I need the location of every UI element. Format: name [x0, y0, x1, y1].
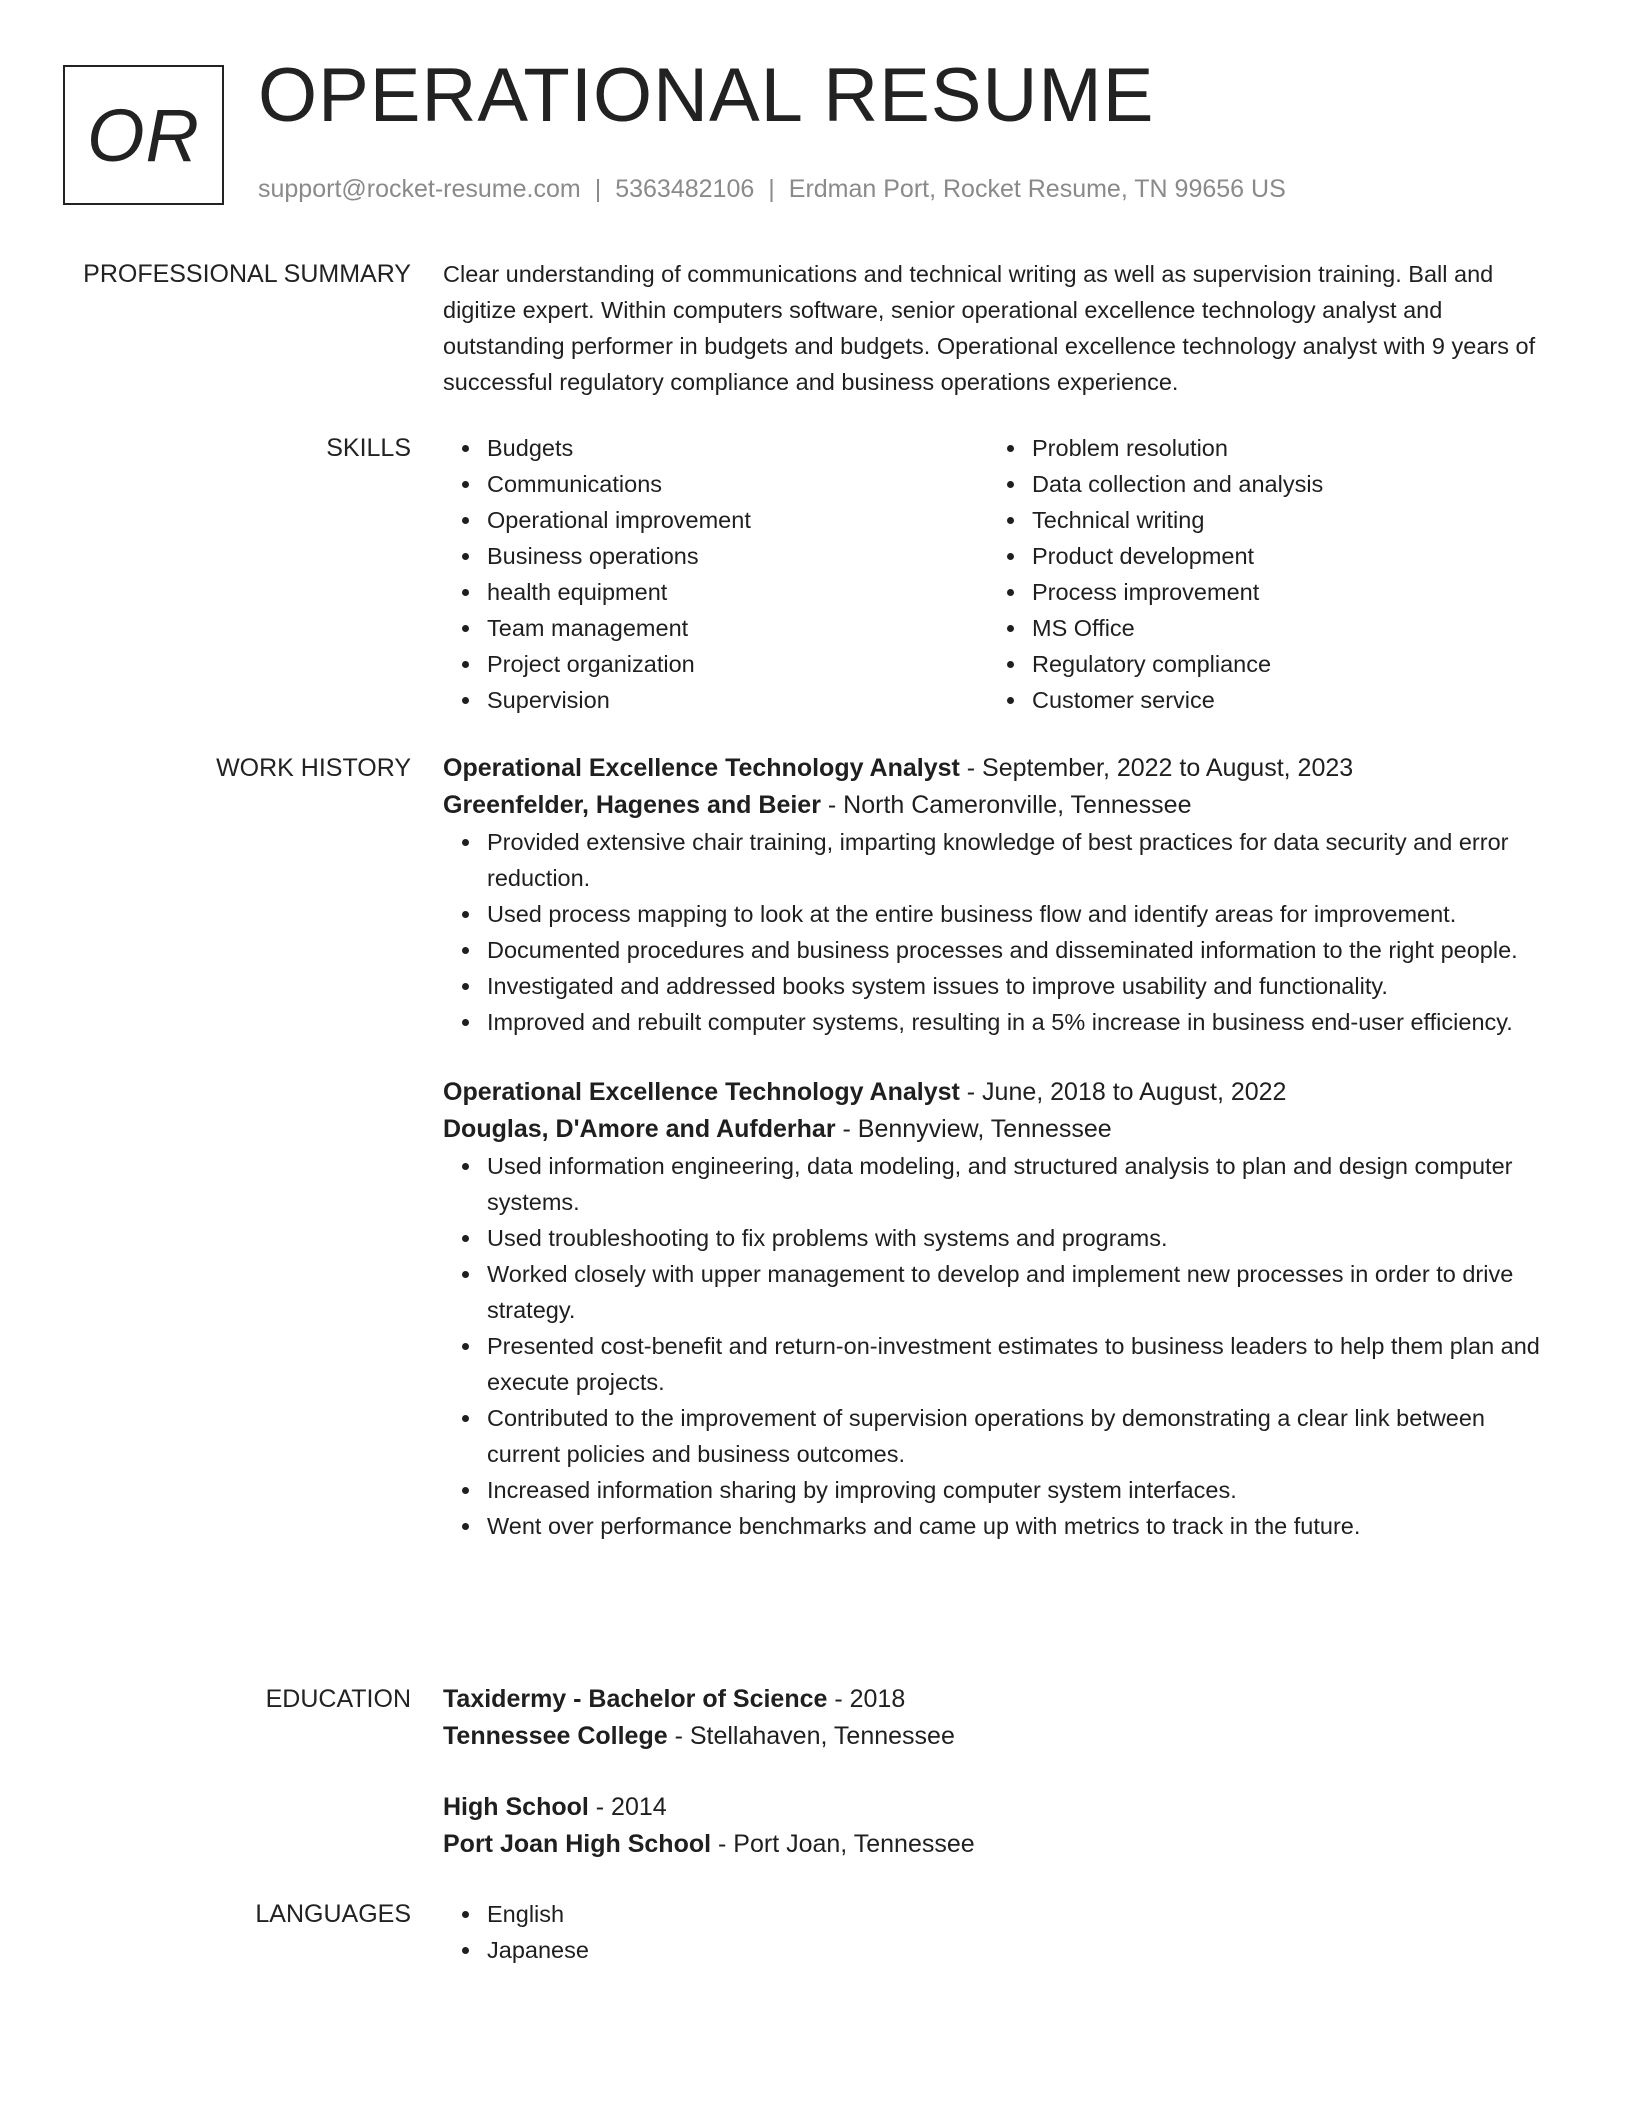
job-location: - North Cameronville, Tennessee [820, 791, 1192, 819]
section-title-skills: SKILLS [326, 434, 411, 462]
education-degree-line [443, 1681, 1555, 1718]
education-location: - Stellahaven, Tennessee [667, 1722, 955, 1750]
job-bullet: Used troubleshooting to fix problems with systems and programs. [487, 1220, 1555, 1256]
job-role: Operational Excellence Technology Analyst [443, 754, 960, 782]
job-bullet: Increased information sharing by improving computer system interfaces. [487, 1472, 1555, 1508]
education-degree: Taxidermy - Bachelor of Science [443, 1685, 828, 1713]
education-entry [443, 1789, 1555, 1863]
section-title-education: EDUCATION [265, 1685, 411, 1713]
skill-item: Team management [487, 610, 988, 646]
job-company: Douglas, D'Amore and Aufderhar [443, 1115, 836, 1143]
job-dates: - June, 2018 to August, 2022 [959, 1078, 1287, 1106]
skill-item: Data collection and analysis [1032, 466, 1533, 502]
skill-item: Budgets [487, 430, 988, 466]
education-school-line [443, 1826, 1555, 1863]
skill-item: Product development [1032, 538, 1533, 574]
contact-address: Erdman Port, Rocket Resume, TN 99656 US [788, 175, 1286, 203]
education-school-line [443, 1718, 1555, 1755]
languages-body [443, 1896, 1555, 1968]
education-location: - Port Joan, Tennessee [711, 1830, 975, 1858]
job-bullet: Provided extensive chair training, imparting knowledge of best practices for data security and error reduction. [487, 824, 1555, 896]
job-bullet: Used information engineering, data modeling, and structured analysis to plan and design computer systems. [487, 1148, 1555, 1220]
skill-item: Process improvement [1032, 574, 1533, 610]
skill-item: Technical writing [1032, 502, 1533, 538]
monogram-box [63, 65, 224, 205]
contact-separator: | [768, 175, 775, 203]
language-item: Japanese [487, 1932, 1555, 1968]
job-bullet: Used process mapping to look at the entire business flow and identify areas for improvement. [487, 896, 1555, 932]
job-bullet: Improved and rebuilt computer systems, resulting in a 5% increase in business end-user efficiency. [487, 1004, 1555, 1040]
skill-item: Problem resolution [1032, 430, 1533, 466]
education-degree-line [443, 1789, 1555, 1826]
job-bullet: Went over performance benchmarks and came up with metrics to track in the future. [487, 1508, 1555, 1544]
education-school: Port Joan High School [443, 1830, 712, 1858]
job-role: Operational Excellence Technology Analyst [443, 1078, 960, 1106]
job-title-line [443, 1074, 1555, 1111]
job-bullet: Contributed to the improvement of supervision operations by demonstrating a clear link between current policies and business outcomes. [487, 1400, 1555, 1472]
skill-item: Communications [487, 466, 988, 502]
education-school: Tennessee College [443, 1722, 668, 1750]
skills-list-left [443, 430, 988, 718]
job-entry [443, 1074, 1555, 1544]
skill-item: Supervision [487, 682, 988, 718]
contact-separator: | [594, 175, 602, 203]
job-company-line [443, 787, 1555, 824]
job-title-line [443, 750, 1555, 787]
monogram-initials: OR [87, 93, 200, 177]
education-entry [443, 1681, 1555, 1755]
job-location: - Bennyview, Tennessee [835, 1115, 1112, 1143]
section-title-languages: LANGUAGES [255, 1900, 411, 1928]
skill-item: health equipment [487, 574, 988, 610]
skills-body [443, 430, 1555, 718]
language-item: English [487, 1896, 1555, 1932]
languages-list [443, 1896, 1555, 1968]
job-bullet-list [443, 1148, 1555, 1544]
skills-grid [443, 430, 1555, 718]
education-year: - 2018 [827, 1685, 906, 1713]
skill-item: MS Office [1032, 610, 1533, 646]
section-title-summary: PROFESSIONAL SUMMARY [83, 260, 411, 288]
resume-title: OPERATIONAL RESUME [258, 53, 1155, 138]
contact-email: support@rocket-resume.com [258, 175, 581, 203]
contact-phone: 5363482106 [615, 175, 755, 203]
skills-column-right [988, 430, 1533, 718]
skill-item: Customer service [1032, 682, 1533, 718]
summary-text: Clear understanding of communications and technical writing as well as supervision training. Ball and digitize expert. Within computers software, senior operational excellence technology analyst and outstanding performer in budgets and budgets. Operational excellence technology analyst with 9 years of successful regulatory compliance and business operations experience. [443, 261, 1536, 395]
skill-item: Business operations [487, 538, 988, 574]
job-bullet: Presented cost-benefit and return-on-investment estimates to business leaders to help them plan and execute projects. [487, 1328, 1555, 1400]
work-history-body [443, 750, 1555, 1544]
skill-item: Project organization [487, 646, 988, 682]
job-dates: - September, 2022 to August, 2023 [959, 754, 1354, 782]
education-body [443, 1681, 1555, 1863]
education-degree: High School [443, 1793, 589, 1821]
job-company: Greenfelder, Hagenes and Beier [443, 791, 821, 819]
contact-line [258, 174, 1286, 204]
job-entry [443, 750, 1555, 1040]
skills-list-right [988, 430, 1533, 718]
job-bullet: Investigated and addressed books system issues to improve usability and functionality. [487, 968, 1555, 1004]
job-company-line [443, 1111, 1555, 1148]
skill-item: Regulatory compliance [1032, 646, 1533, 682]
skills-column-left [443, 430, 988, 718]
section-title-work-history: WORK HISTORY [216, 754, 411, 782]
job-bullet-list [443, 824, 1555, 1040]
job-bullet: Documented procedures and business processes and disseminated information to the right people. [487, 932, 1555, 968]
job-bullet: Worked closely with upper management to develop and implement new processes in order to drive strategy. [487, 1256, 1555, 1328]
education-year: - 2014 [588, 1793, 667, 1821]
skill-item: Operational improvement [487, 502, 988, 538]
